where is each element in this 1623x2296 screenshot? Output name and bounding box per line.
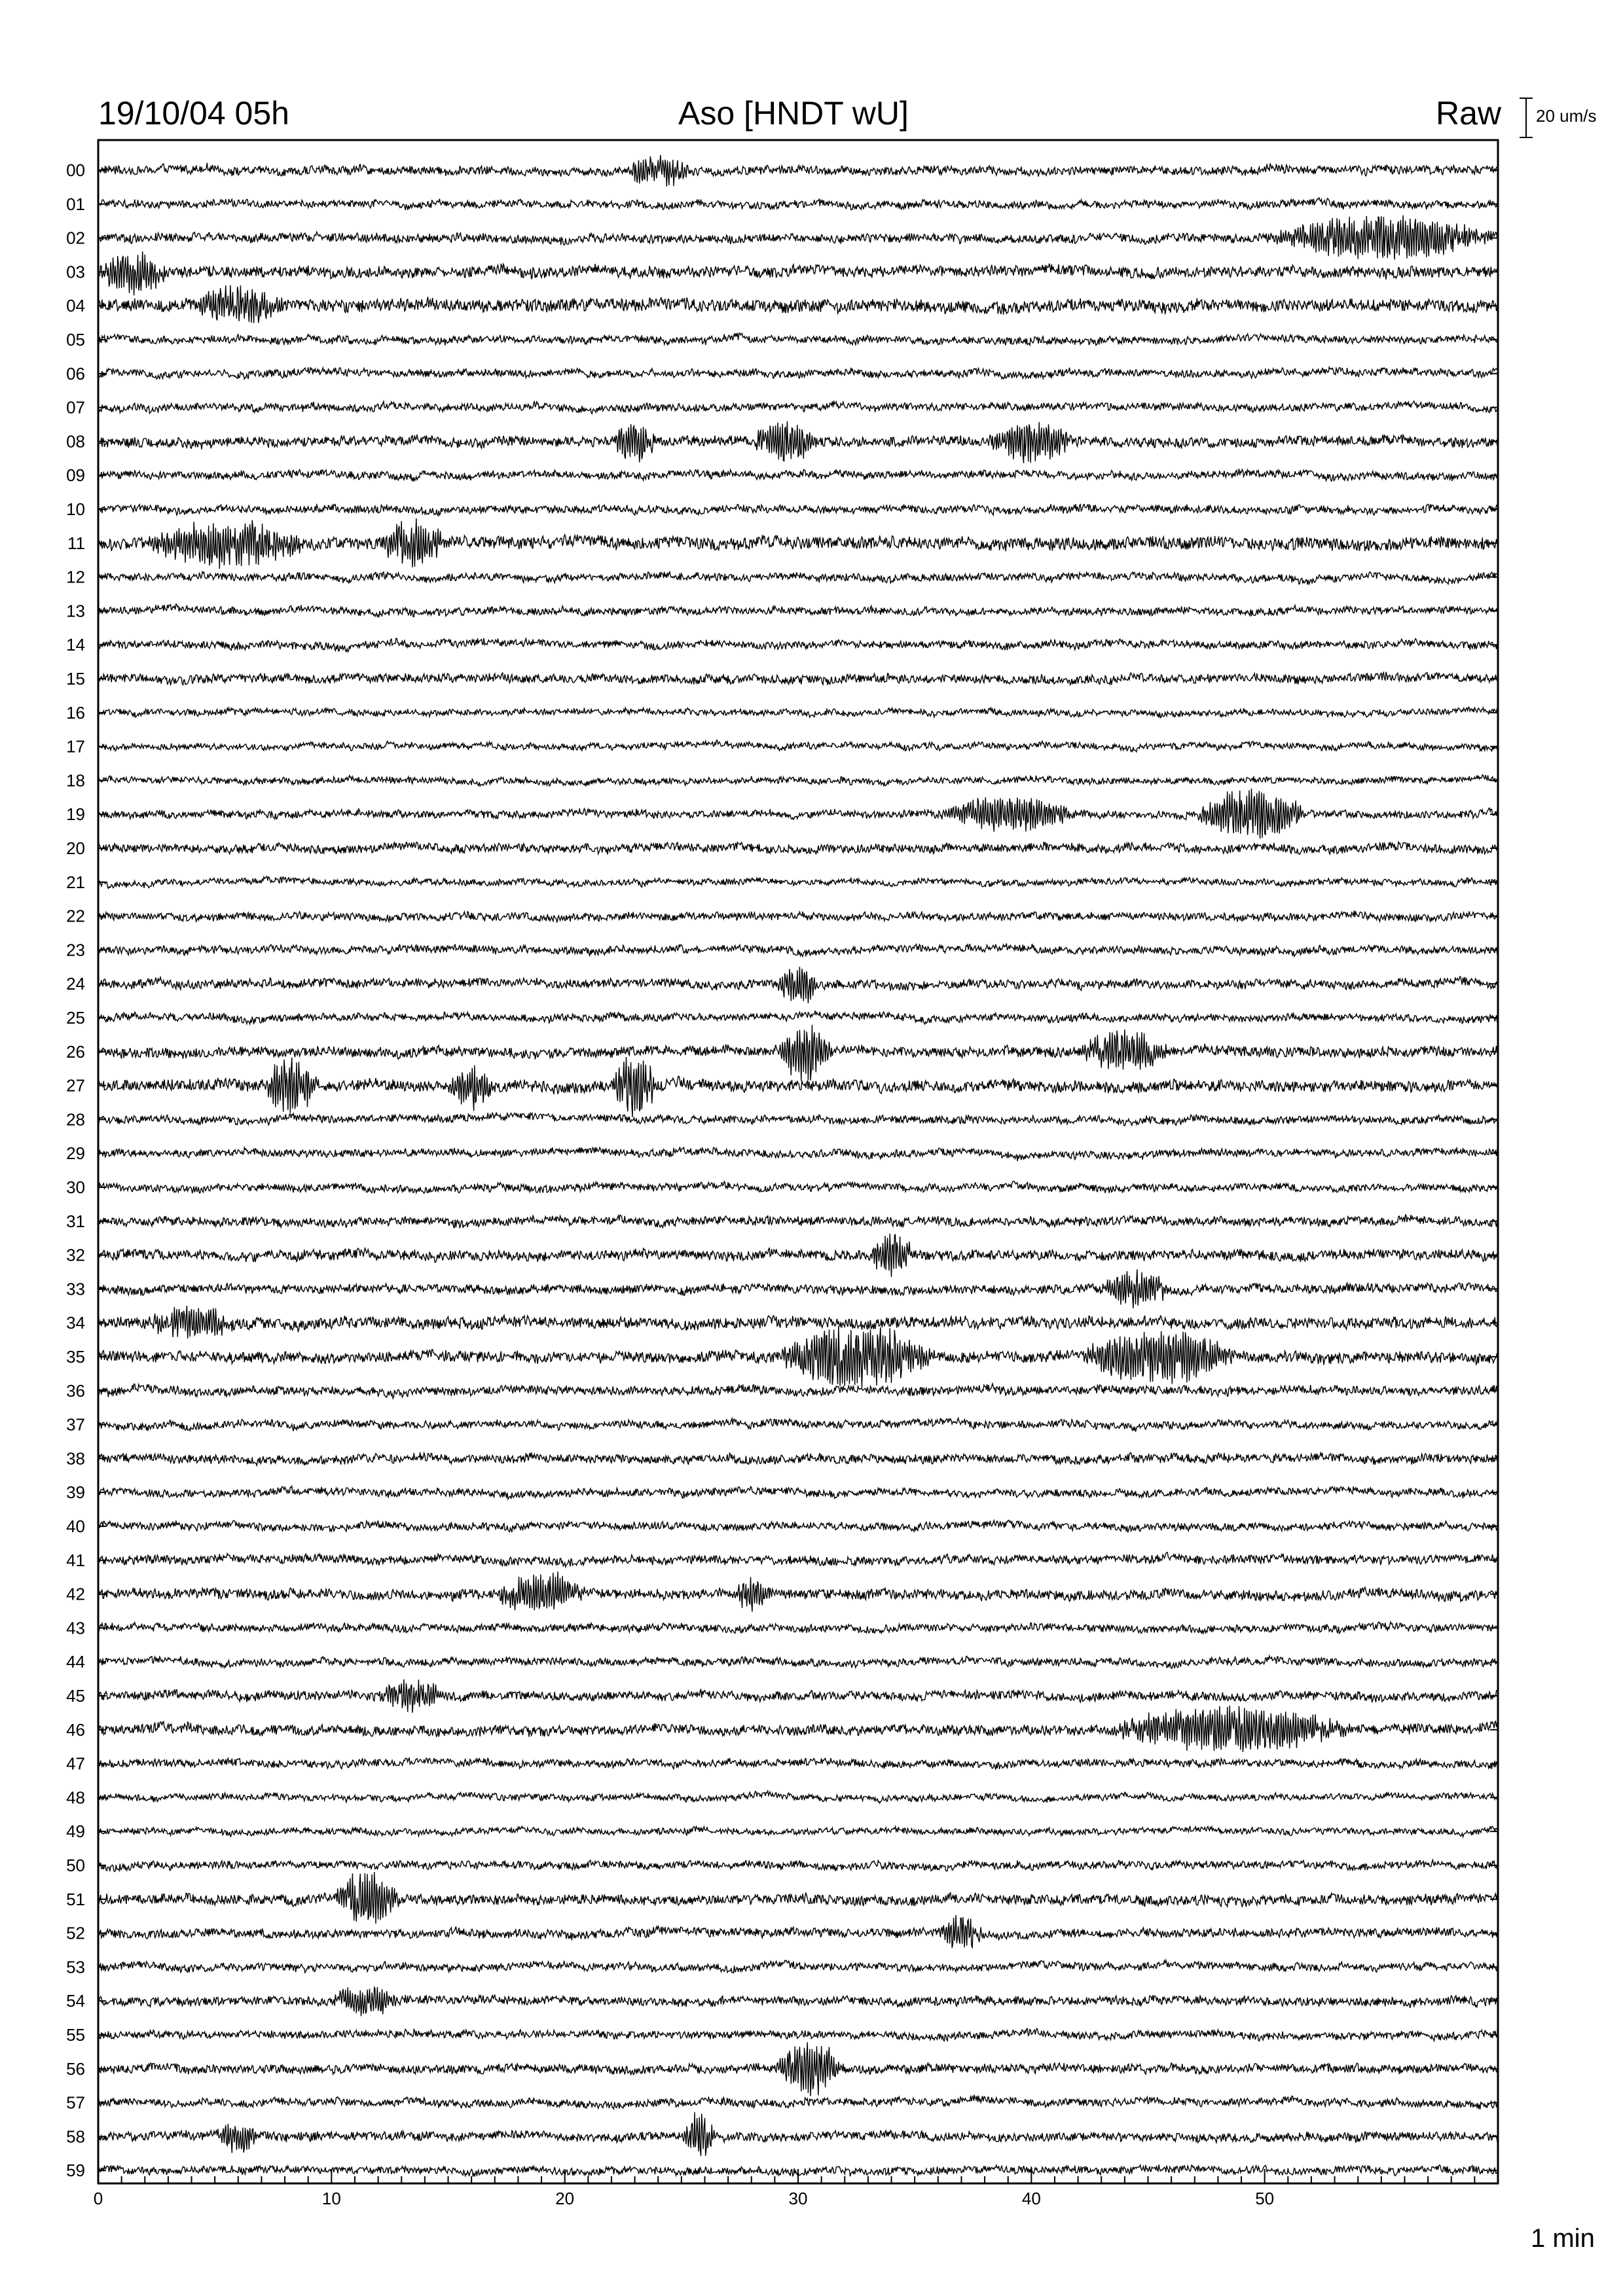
trace-line	[98, 775, 1498, 787]
hour-label: 45	[66, 1686, 85, 1706]
hour-label: 07	[66, 397, 85, 418]
trace-line	[98, 1826, 1498, 1837]
trace-line	[98, 572, 1498, 585]
trace-line	[98, 1269, 1498, 1308]
hour-label: 11	[67, 533, 85, 553]
x-tick-label: 10	[321, 2189, 341, 2208]
trace-line	[98, 910, 1498, 922]
trace-line	[98, 672, 1498, 686]
trace-line	[98, 1418, 1498, 1432]
hour-label: 16	[66, 702, 85, 723]
hour-label: 14	[66, 635, 85, 655]
trace-line	[98, 1057, 1498, 1117]
hour-label: 29	[66, 1143, 85, 1164]
hour-label: 32	[66, 1245, 85, 1265]
trace-line	[98, 469, 1498, 482]
trace-line	[98, 943, 1498, 956]
hour-label: 04	[66, 296, 85, 316]
hour-label: 42	[66, 1584, 85, 1604]
hour-label: 31	[66, 1211, 85, 1231]
trace-line	[98, 1113, 1498, 1126]
amplitude-scale-bar	[1520, 98, 1533, 137]
hour-label: 28	[66, 1109, 85, 1130]
trace-line	[98, 1915, 1498, 1948]
hour-label: 50	[66, 1856, 85, 1875]
hour-label: 30	[66, 1177, 85, 1197]
trace-line	[98, 1326, 1498, 1388]
hour-label: 58	[66, 2126, 85, 2147]
hour-label: 37	[66, 1414, 85, 1435]
trace-line	[98, 1306, 1498, 1338]
hour-label: 17	[66, 736, 85, 757]
hour-label: 57	[66, 2092, 85, 2113]
hour-label: 46	[66, 1719, 85, 1740]
hour-label: 06	[66, 363, 85, 384]
hour-label: 26	[66, 1041, 85, 1062]
trace-line	[98, 1486, 1498, 1499]
hour-label: 23	[66, 940, 85, 960]
hour-label: 24	[66, 974, 85, 994]
hour-labels	[66, 160, 1498, 2180]
trace-line	[98, 638, 1498, 652]
hour-label: 01	[66, 194, 85, 214]
hour-label: 52	[66, 1923, 85, 1943]
hour-label: 48	[66, 1787, 85, 1808]
hour-label: 18	[66, 770, 85, 791]
hour-label: 19	[66, 804, 85, 825]
amplitude-scale-label: 20 um/s	[1536, 106, 1597, 126]
trace-line	[98, 198, 1498, 210]
trace-line	[98, 1622, 1498, 1634]
trace-line	[98, 1960, 1498, 1973]
hour-label: 43	[66, 1618, 85, 1638]
hour-label: 10	[66, 499, 85, 519]
hour-label: 34	[66, 1313, 85, 1333]
hour-label: 13	[66, 601, 85, 621]
hour-label: 09	[66, 465, 85, 486]
trace-line	[98, 1860, 1498, 1872]
trace-line	[98, 1656, 1498, 1668]
trace-line	[98, 1757, 1498, 1769]
trace-line	[98, 333, 1498, 346]
trace-line	[98, 2112, 1498, 2156]
hour-label: 55	[66, 2025, 85, 2045]
hour-label: 39	[66, 1482, 85, 1503]
hour-label: 51	[66, 1889, 85, 1909]
trace-line	[98, 1181, 1498, 1194]
trace-line	[98, 1215, 1498, 1229]
trace-line	[98, 2042, 1498, 2096]
trace-line	[98, 422, 1498, 463]
trace-line	[98, 1679, 1498, 1713]
hour-label: 38	[66, 1448, 85, 1469]
trace-line	[98, 285, 1498, 323]
hour-label: 47	[66, 1753, 85, 1774]
hour-label: 56	[66, 2058, 85, 2079]
hour-label: 15	[66, 669, 85, 689]
trace-line	[98, 1147, 1498, 1161]
trace-line	[98, 1011, 1498, 1024]
trace-line	[98, 1234, 1498, 1277]
trace-line	[98, 401, 1498, 414]
hour-label: 44	[66, 1652, 85, 1672]
x-tick-label: 0	[93, 2189, 103, 2208]
hour-label: 02	[66, 228, 85, 248]
hour-label: 36	[66, 1380, 85, 1401]
hour-label: 41	[66, 1550, 85, 1570]
mode-label: Raw	[1436, 95, 1502, 132]
hour-label: 22	[66, 906, 85, 926]
hour-label: 33	[66, 1279, 85, 1299]
x-axis-unit-label: 1 min	[1531, 2224, 1595, 2253]
hour-label: 21	[66, 872, 85, 892]
trace-line	[98, 707, 1498, 717]
trace-line	[98, 789, 1498, 839]
x-tick-label: 20	[555, 2189, 575, 2208]
hour-label: 00	[66, 160, 85, 180]
hour-label: 12	[66, 567, 85, 587]
trace-line	[98, 367, 1498, 379]
hour-label: 05	[66, 330, 85, 350]
trace-line	[98, 1872, 1498, 1924]
traces	[98, 155, 1498, 2177]
trace-line	[98, 1452, 1498, 1465]
x-tick-label: 30	[788, 2189, 808, 2208]
trace-line	[98, 504, 1498, 516]
trace-line	[98, 967, 1498, 1003]
date-title: 19/10/04 05h	[98, 95, 289, 132]
hour-label: 40	[66, 1516, 85, 1536]
trace-line	[98, 1987, 1498, 2016]
hour-label: 35	[66, 1347, 85, 1367]
station-title: Aso [HNDT wU]	[678, 95, 909, 132]
trace-line	[98, 1791, 1498, 1803]
trace-line	[98, 1571, 1498, 1611]
hour-label: 49	[66, 1821, 85, 1842]
trace-line	[98, 518, 1498, 569]
trace-line	[98, 2096, 1498, 2109]
trace-line	[98, 251, 1498, 295]
x-tick-label: 40	[1021, 2189, 1041, 2208]
trace-line	[98, 2028, 1498, 2041]
trace-line	[98, 1706, 1498, 1752]
trace-line	[98, 1552, 1498, 1567]
hour-label: 59	[66, 2161, 85, 2181]
hour-label: 08	[66, 431, 85, 452]
x-axis-ticks	[94, 2169, 1498, 2208]
trace-line	[98, 604, 1498, 617]
hour-label: 03	[66, 262, 85, 282]
trace-line	[98, 876, 1498, 889]
hour-label: 25	[66, 1008, 85, 1028]
hour-label: 20	[66, 838, 85, 858]
hour-label: 53	[66, 1957, 85, 1977]
x-tick-label: 50	[1255, 2189, 1275, 2208]
trace-line	[98, 1520, 1498, 1533]
trace-line	[98, 842, 1498, 855]
hour-label: 27	[66, 1075, 85, 1096]
trace-line	[98, 215, 1498, 260]
trace-line	[98, 155, 1498, 187]
hour-label: 54	[66, 1991, 85, 2011]
trace-line	[98, 1384, 1498, 1399]
trace-line	[98, 740, 1498, 752]
